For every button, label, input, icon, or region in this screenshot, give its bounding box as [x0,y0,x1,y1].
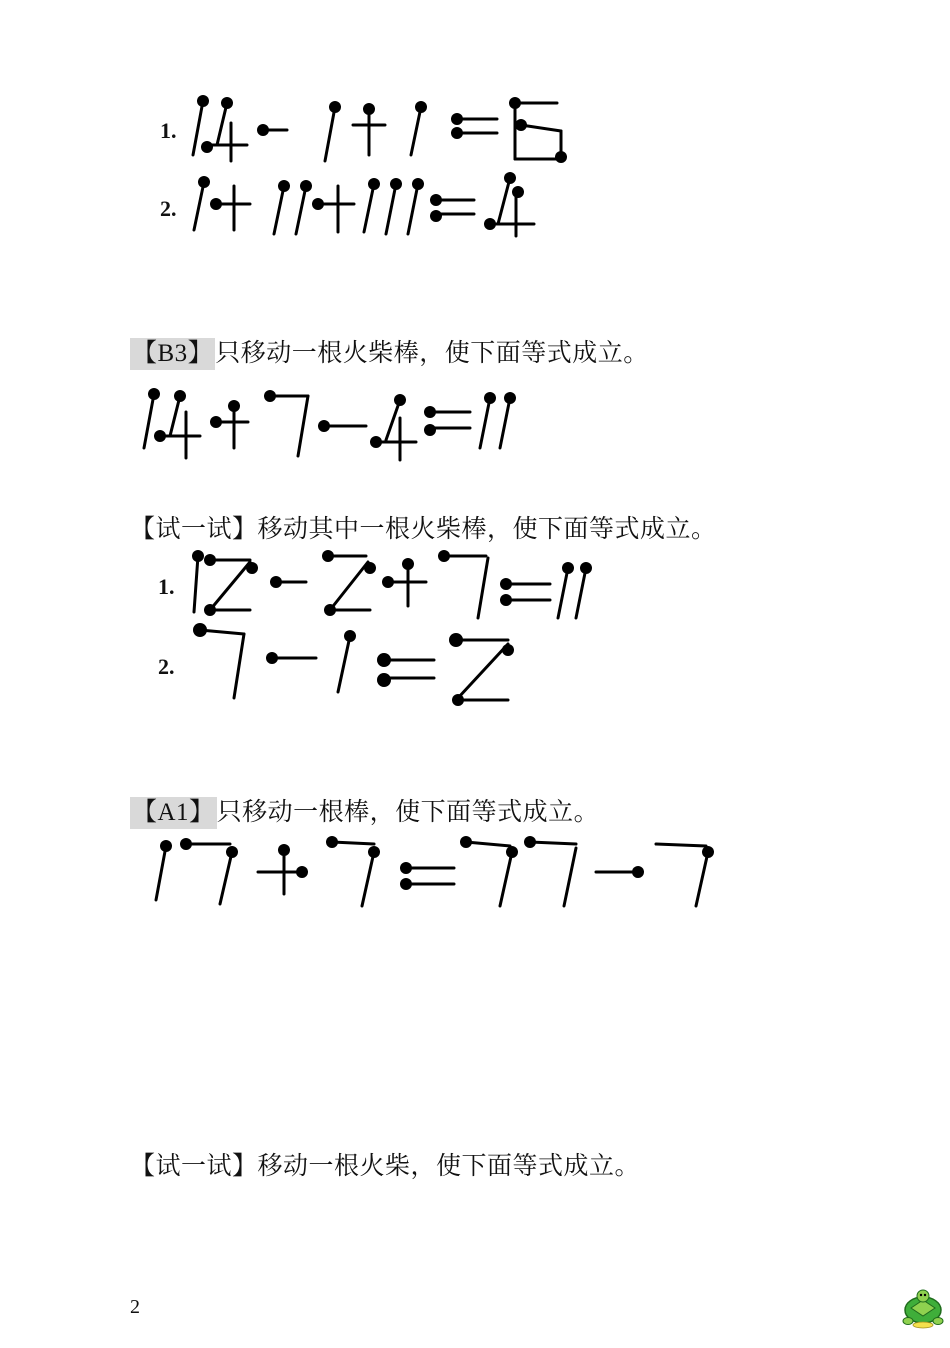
matchstick-equation-a1 [150,832,730,912]
matchstick-equation-b3 [138,386,528,466]
try1-heading: 【试一试】移动其中一根火柴棒，使下面等式成立。 [130,514,717,543]
a1-heading [130,796,599,829]
puzzle-label-1: 1. [160,118,177,143]
a1-tag: 【A1】 [130,797,217,829]
a1-instruction: 只移动一根棒，使下面等式成立。 [216,797,600,826]
matchstick-equation-2 [188,172,548,242]
try1-label-1: 1. [158,574,175,599]
try1-label-2: 2. [158,654,175,679]
b3-tag: 【B3】 [130,338,215,370]
b3-heading [130,337,649,370]
matchstick-equation-try1-2 [188,622,528,707]
b3-instruction: 只移动一根火柴棒，使下面等式成立。 [215,338,649,367]
matchstick-equation-1 [185,95,585,170]
page-number: 2 [130,1296,140,1318]
puzzle-label-2: 2. [160,196,177,221]
matchstick-equation-try1-1 [188,548,598,623]
turtle-icon [898,1288,948,1330]
try2-heading: 【试一试】移动一根火柴，使下面等式成立。 [130,1151,641,1180]
